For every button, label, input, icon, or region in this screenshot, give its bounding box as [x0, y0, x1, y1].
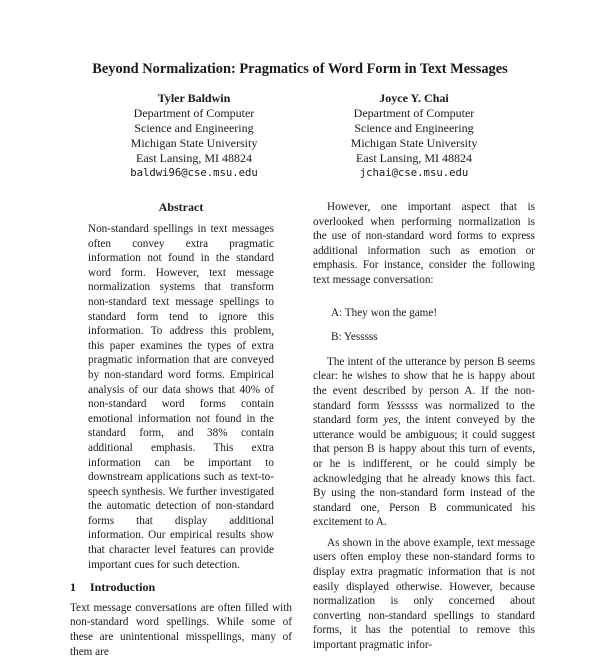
abstract-text: Non-standard spellings in text messages often convey extra pragmatic information not found in the standard word form. However, text message normalization systems that transform non-standard text message spellings to standard form tend to ignore this information. To address this problem, this paper examines the types of extra pragmatic information that are conveyed by non-standard word forms. Empirical analysis of our data shows that 40% of non-standard word forms contain emotional information not found in the standard form, and 38% contain additional emphasis. This extra information can be important to downstream applications such as text-to-speech synthesis. We further investigated the automatic detection of non-standard forms that display additional information. Our empirical results show that character level features can provide important cues for such detection.: [88, 223, 274, 571]
para2-text-after: , the intent conveyed by the utterance would be ambiguous; it could suggest that person B is happy about this turn of events, or he is indifferent, or he could simply be acknowledging that he already knows this fact. By using the non-standard form instead of the standard one, Person B communicated his excitement to A.: [313, 414, 535, 529]
right-paragraph-1: However, one important aspect that is overlooked when performing normalization is the use of non-standard word forms to express additional information such as emotion or emphasis. For instance, consider the following text message conversation:: [313, 201, 535, 286]
right-column: [313, 200, 535, 653]
left-column: [70, 200, 292, 659]
paper-title: Beyond Normalization: Pragmatics of Word Form in Text Messages: [92, 61, 508, 77]
dialog-line-a: A: They won the game!: [331, 306, 438, 319]
para2-text-before: The intent of the utterance by person B seems clear: he wishes to show that he is happy about the event described by person A. If the non-standard form: [313, 355, 535, 412]
author-name: Joyce Y. Chai: [379, 91, 449, 105]
example-dialog: [331, 306, 535, 345]
author-name: Tyler Baldwin: [157, 91, 231, 105]
section-heading-introduction: [70, 580, 292, 595]
author-block-2: [304, 91, 524, 181]
right-paragraph-2: [313, 355, 535, 530]
section-title: Introduction: [90, 580, 156, 595]
author-dept-line1: Department of Computer: [353, 106, 475, 120]
author-city: East Lansing, MI 48824: [356, 151, 472, 165]
author-dept-line2: Science and Engineering: [134, 121, 254, 135]
author-dept-line2: Science and Engineering: [354, 121, 474, 135]
para2-italic-word-1: Yesssss: [386, 399, 419, 412]
author-university: Michigan State University: [350, 136, 478, 150]
section-number: 1: [70, 580, 76, 595]
para2-italic-word-2: yes: [383, 414, 398, 427]
right-paragraph-3: As shown in the above example, text message users often employ these non-standard forms to display extra pragmatic information that is not easily displayed otherwise. However, because normalization is only concerned about converting non-standard spellings to standard forms, it has the potential to remove this important pragmatic infor-: [313, 536, 535, 652]
author-block-1: [84, 91, 304, 181]
author-email: jchai@cse.msu.edu: [359, 167, 469, 179]
dialog-line-b: B: Yesssss: [331, 331, 378, 344]
author-city: East Lansing, MI 48824: [136, 151, 252, 165]
author-email: baldwi96@cse.msu.edu: [130, 167, 258, 179]
abstract-heading: Abstract: [158, 200, 204, 214]
para2-text-mid: was normalized to the standard form: [313, 399, 535, 427]
author-dept-line1: Department of Computer: [133, 106, 255, 120]
author-university: Michigan State University: [130, 136, 258, 150]
introduction-paragraph: Text message conversations are often filled with non-standard word spellings. While some of these are unintentional misspellings, many of them are: [70, 601, 292, 658]
